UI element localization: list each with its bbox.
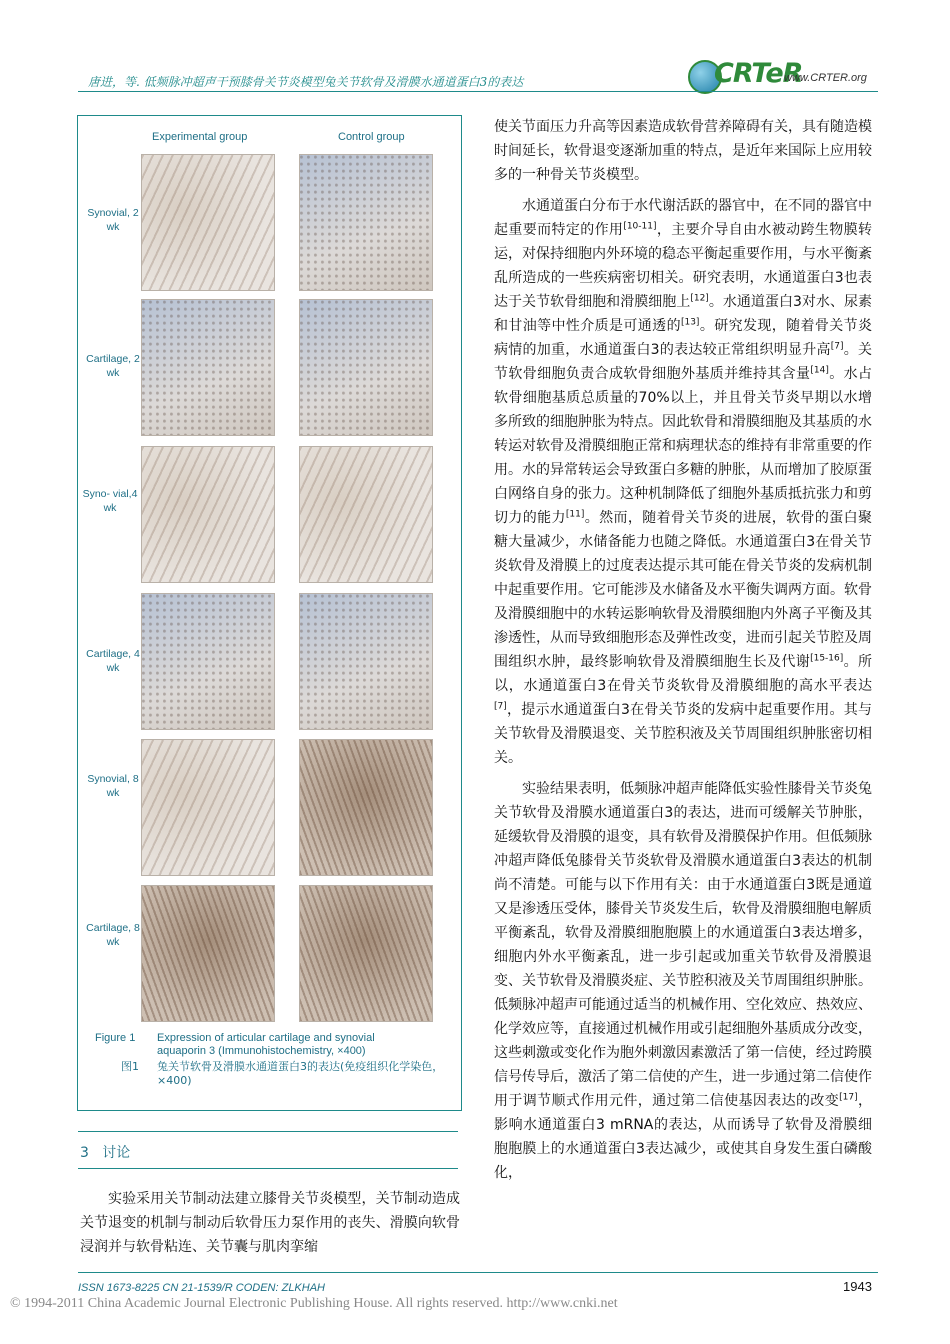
running-title: 唐进，等. 低频脉冲超声干预膝骨关节炎模型兔关节软骨及滑膜水通道蛋白3的表达 (88, 75, 524, 89)
row-label: Cartilage, 2 wk (86, 353, 140, 379)
micrograph-control-synovial-4wk (299, 446, 433, 583)
micrograph-experimental-cartilage-4wk (141, 593, 275, 730)
row-label: Cartilage, 8 wk (86, 922, 140, 948)
journal-logo[interactable] (688, 58, 878, 94)
micrograph-experimental-cartilage-2wk (141, 299, 275, 436)
micrograph-control-cartilage-8wk (299, 885, 433, 1022)
row-label: Cartilage, 4 wk (86, 648, 140, 674)
right-column-text (494, 115, 872, 1185)
section-rule-top (78, 1131, 458, 1132)
paragraph: 使关节面压力升高等因素造成软骨营养障碍有关，具有随造模时间延长，软骨退变逐渐加重的特点，是近年来国际上应用较多的一种骨关节炎模型。 (494, 119, 872, 183)
row-label: Synovial, 2 wk (87, 207, 139, 233)
micrograph-experimental-synovial-8wk (141, 739, 275, 876)
section-heading (80, 1142, 130, 1162)
section-title: 讨论 (102, 1145, 131, 1161)
figure-caption-en: Expression of articular cartilage and synovial aquaporin 3 (Immunohistochemistry, ×400) (157, 1032, 375, 1057)
micrograph-experimental-synovial-2wk (141, 154, 275, 291)
column-header-experimental: Experimental group (152, 131, 248, 143)
micrograph-control-cartilage-4wk (299, 593, 433, 730)
logo-url[interactable]: www.CRTER.org (784, 72, 867, 84)
figure-caption-cn: 兔关节软骨及滑膜水通道蛋白3的表达(免疫组织化学染色，×400) (157, 1060, 444, 1087)
micrograph-control-synovial-2wk (299, 154, 433, 291)
figure-caption-label: Figure 1 (95, 1032, 136, 1044)
page-number: 1943 (843, 1279, 872, 1294)
row-label: Synovial, 8 wk (87, 773, 139, 799)
column-header-control: Control group (338, 131, 405, 143)
micrograph-experimental-cartilage-8wk (141, 885, 275, 1022)
journal-identifiers: ISSN 1673-8225 CN 21-1539/R CODEN: ZLKHAH (78, 1282, 325, 1294)
paragraph: 实验结果表明，低频脉冲超声能降低实验性膝骨关节炎兔关节软骨及滑膜水通道蛋白3的表达，进而可缓解关节肿胀，延缓软骨及滑膜的退变，具有软骨及滑膜保护作用。但低频脉冲超声降低兔膝骨关节炎软骨及滑膜水通道蛋白3表达的机制尚不清楚。可能与以下作用有关：由于水通道蛋白3既是通道又是渗透压受体，膝骨关节炎发生后，软骨及滑膜细胞电解质平衡紊乱，软骨及滑膜细胞胞膜上的水通道蛋白3表达增多，细胞内外水平衡紊乱，进一步引起或加重关节软骨及滑膜退变、关节软骨及滑膜炎症、关节腔积液及关节周围组织肿胀。低频脉冲超声可能通过适当的机械作用、空化效应、热效应、化学效应等，直接通过机械作用或引起细胞外基质成分改变，这些刺激或变化作为胞外刺激因素激活了第一信使，经过跨膜信号传导后，激活了第二信使的产生，进一步通过第二信使作用于调节顺式作用元件，通过第二信使基因表达的改变[17]，影响水通道蛋白3 mRNA的表达，从而诱导了软骨及滑膜细胞胞膜上的水通道蛋白3表达减少，或使其自身发生蛋白磷酸化， (494, 781, 873, 1181)
figure-caption-cn-label: 图1 (121, 1060, 139, 1073)
row-label: Syno- vial,4 wk (82, 488, 138, 514)
paragraph: 水通道蛋白分布于水代谢活跃的器官中，在不同的器官中起重要而特定的作用[10-11]，主要介导自由水被动跨生物膜转运，对保持细胞内外环境的稳态平衡起重要作用，与水平衡紊乱所造成的一些疾病密切相关。研究表明，水通道蛋白3也表达于关节软骨细胞和滑膜细胞上[12]。水通道蛋白3对水、尿素和甘油等中性介质是可通透的[13]。研究发现，随着骨关节炎病情的加重，水通道蛋白3的表达较正常组织明显升高[7]。关节软骨细胞负责合成软骨细胞外基质并维持其含量[14]。水占软骨细胞基质总质量的70%以上，并且骨关节炎早期以水增多所致的细胞肿胀为特点。因此软骨和滑膜细胞及其基质的水转运对软骨及滑膜细胞正常和病理状态的维持有非常重要的作用。水的异常转运会导致蛋白多糖的肿胀，从而增加了胶原蛋白网络自身的张力。这种机制降低了细胞外基质抵抗张力和剪切力的能力[11]。然而，随着骨关节炎的进展，软骨的蛋白聚糖大量减少，水储备能力也随之降低。水通道蛋白3在骨关节炎软骨及滑膜上的过度表达提示其可能在骨关节炎的发病机制中起重要作用。它可能涉及水储备及水平衡失调两方面。软骨及滑膜细胞中的水转运影响软骨及滑膜细胞内外离子平衡及其渗透性，从而导致细胞形态及弹性改变，进而引起关节腔及周围组织水肿，最终影响软骨及滑膜细胞生长及代谢[15-16]。所以，水通道蛋白3在骨关节炎软骨及滑膜细胞的高水平表达[7]，提示水通道蛋白3在骨关节炎的发病中起重要作用。其与关节软骨及滑膜退变、关节腔积液及关节周围组织肿胀密切相关。 (494, 198, 873, 766)
micrograph-experimental-synovial-4wk (141, 446, 275, 583)
section-number: 3 (80, 1145, 89, 1161)
figure-box (77, 115, 462, 1111)
micrograph-control-synovial-8wk (299, 739, 433, 876)
copyright-notice: © 1994-2011 China Academic Journal Electronic Publishing House. All rights reserved. http://www.cnki.net (10, 1296, 618, 1311)
logo-mark: CRTeR (714, 58, 803, 89)
micrograph-control-cartilage-2wk (299, 299, 433, 436)
section-rule-bottom (78, 1168, 458, 1169)
footer-rule (78, 1272, 878, 1273)
discussion-paragraph-left: 实验采用关节制动法建立膝骨关节炎模型，关节制动造成关节退变的机制与制动后软骨压力泵作用的丧失、滑膜向软骨浸润并与软骨粘连、关节囊与肌肉挛缩 (80, 1191, 460, 1255)
header-rule (78, 91, 878, 92)
